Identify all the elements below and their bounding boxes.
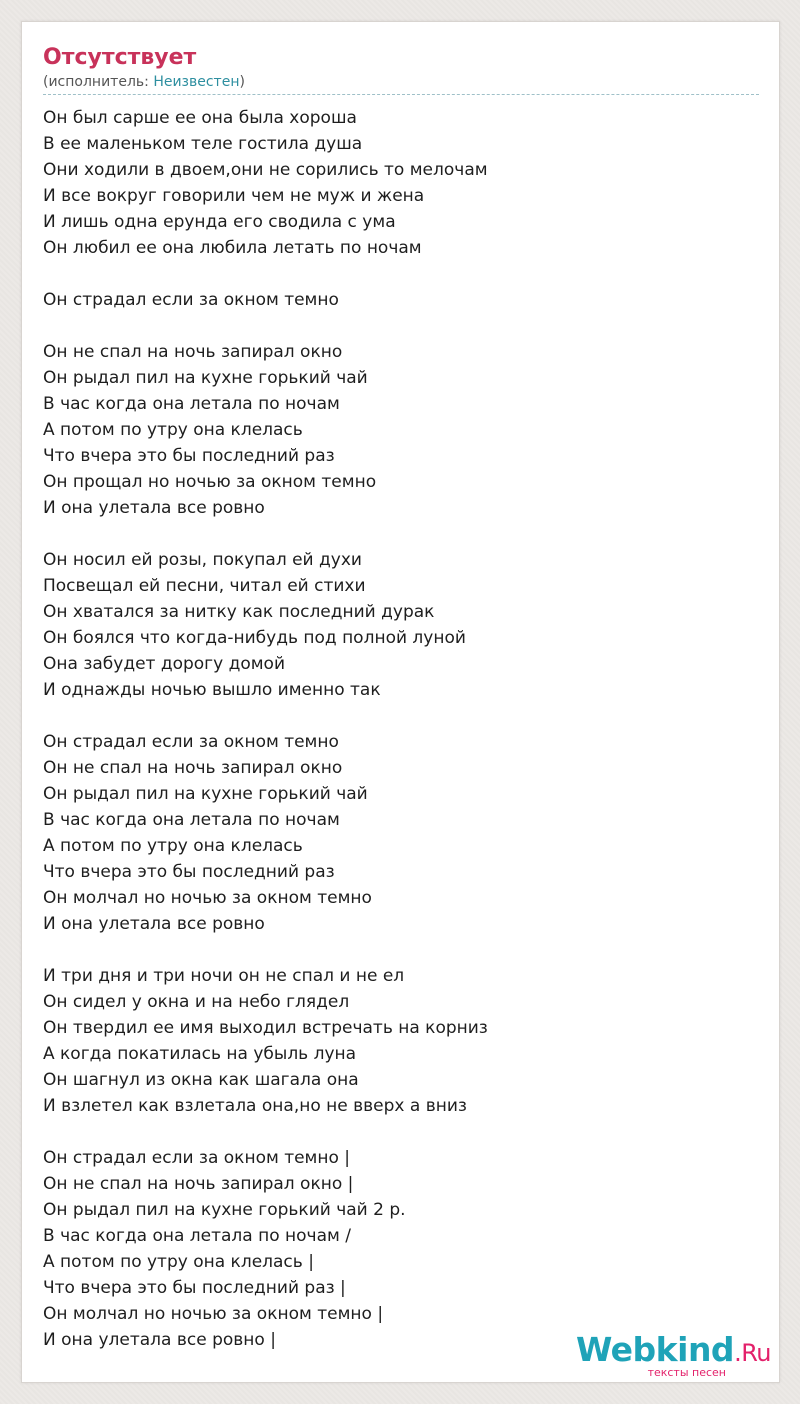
- lyric-line: А потом по утру она клелась |: [43, 1252, 314, 1272]
- lyric-line: [43, 703, 759, 729]
- lyric-line: Он шагнул из окна как шагала она: [43, 1070, 359, 1090]
- lyric-line: Он страдал если за окном темно: [43, 732, 339, 752]
- lyric-line: [43, 521, 759, 547]
- lyric-line: Он не спал на ночь запирал окно: [43, 758, 343, 778]
- logo-tld: .Ru: [734, 1339, 771, 1367]
- performer-suffix: ): [239, 74, 245, 90]
- lyric-line: Он хватался за нитку как последний дурак: [43, 602, 435, 622]
- lyric-line: Он страдал если за окном темно |: [43, 1148, 351, 1168]
- site-logo[interactable]: [575, 1330, 771, 1379]
- lyric-line: А потом по утру она клелась: [43, 420, 303, 440]
- lyric-line: В час когда она летала по ночам /: [43, 1226, 351, 1246]
- lyric-line: Он рыдал пил на кухне горький чай: [43, 368, 368, 388]
- lyric-line: Он не спал на ночь запирал окно: [43, 342, 343, 362]
- lyric-line: Он боялся что когда-нибудь под полной луной: [43, 628, 466, 648]
- lyric-line: Он рыдал пил на кухне горький чай 2 р.: [43, 1200, 406, 1220]
- performer-link[interactable]: Неизвестен: [153, 74, 240, 90]
- logo-name: Webkind: [575, 1330, 735, 1369]
- lyric-line: И три дня и три ночи он не спал и не ел: [43, 966, 405, 986]
- lyric-line: И лишь одна ерунда его сводила с ума: [43, 212, 396, 232]
- lyric-line: Он страдал если за окном темно: [43, 290, 339, 310]
- lyric-line: И она улетала все ровно: [43, 914, 265, 934]
- lyric-line: [43, 937, 759, 963]
- performer-prefix: (исполнитель:: [43, 74, 154, 90]
- lyric-line: [43, 313, 759, 339]
- lyric-line: Что вчера это бы последний раз: [43, 446, 335, 466]
- lyric-line: Он молчал но ночью за окном темно: [43, 888, 372, 908]
- lyric-line: Он носил ей розы, покупал ей духи: [43, 550, 362, 570]
- song-title: Отсутствует: [43, 45, 197, 70]
- lyric-line: Она забудет дорогу домой: [43, 654, 286, 674]
- lyric-line: Он твердил ее имя выходил встречать на корниз: [43, 1018, 488, 1038]
- logo-tagline: тексты песен: [647, 1366, 726, 1379]
- lyric-line: И взлетел как взлетала она,но не вверх а вниз: [43, 1096, 467, 1116]
- lyric-line: А потом по утру она клелась: [43, 836, 303, 856]
- lyric-line: В ее маленьком теле гостила душа: [43, 134, 363, 154]
- lyric-line: [43, 261, 759, 287]
- lyric-line: И все вокруг говорили чем не муж и жена: [43, 186, 425, 206]
- song-header: [43, 44, 759, 95]
- lyrics-card: [21, 21, 780, 1383]
- lyric-line: Он любил ее она любила летать по ночам: [43, 238, 422, 258]
- lyric-line: Он рыдал пил на кухне горький чай: [43, 784, 368, 804]
- lyric-line: В час когда она летала по ночам: [43, 810, 340, 830]
- lyric-line: Он молчал но ночью за окном темно |: [43, 1304, 384, 1324]
- lyric-line: Что вчера это бы последний раз: [43, 862, 335, 882]
- lyric-line: Посвещал ей песни, читал ей стихи: [43, 576, 366, 596]
- lyrics-text: [43, 105, 759, 1353]
- lyric-line: А когда покатилась на убыль луна: [43, 1044, 357, 1064]
- performer-line: [43, 72, 759, 95]
- lyric-line: Он не спал на ночь запирал окно |: [43, 1174, 354, 1194]
- lyric-line: И она улетала все ровно: [43, 498, 265, 518]
- lyric-line: В час когда она летала по ночам: [43, 394, 340, 414]
- lyric-line: Что вчера это бы последний раз |: [43, 1278, 346, 1298]
- lyric-line: И однажды ночью вышло именно так: [43, 680, 381, 700]
- lyric-line: Он был сарше ее она была хороша: [43, 108, 357, 128]
- logo-wordmark: [575, 1330, 771, 1370]
- lyric-line: [43, 1119, 759, 1145]
- lyric-line: Они ходили в двоем,они не сорились то мелочам: [43, 160, 488, 180]
- lyric-line: Он прощал но ночью за окном темно: [43, 472, 377, 492]
- lyric-line: Он сидел у окна и на небо глядел: [43, 992, 350, 1012]
- lyric-line: И она улетала все ровно |: [43, 1330, 276, 1350]
